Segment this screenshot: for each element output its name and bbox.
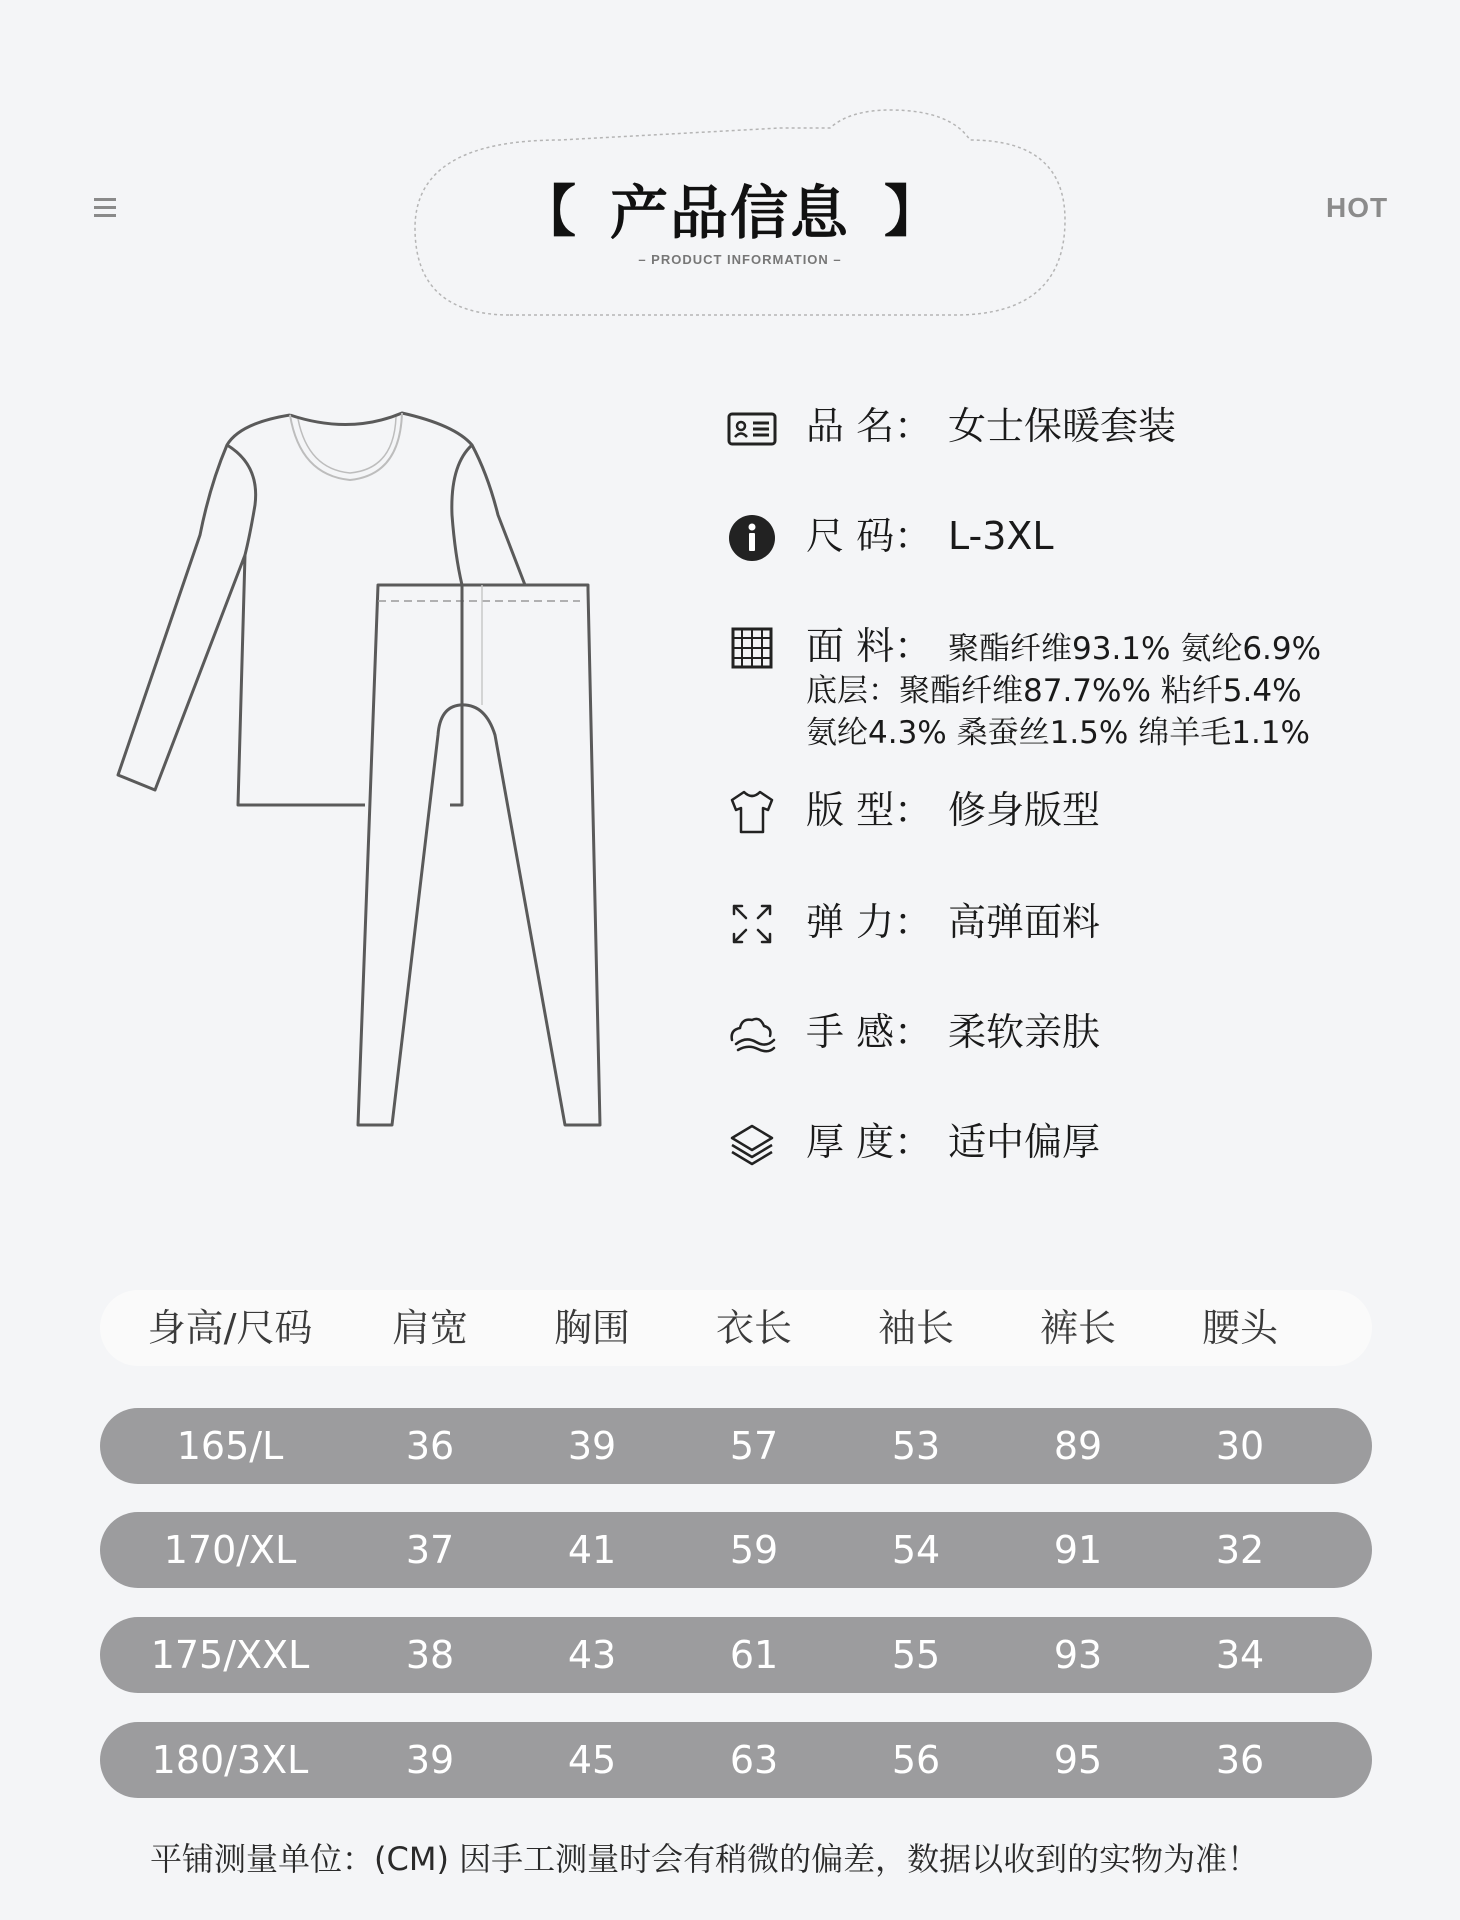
- elasticity-value: 高弹面料: [948, 900, 1101, 944]
- info-row-name: [726, 402, 1176, 454]
- header-sleeve: 袖长: [877, 1306, 954, 1350]
- table-row: [100, 1408, 1372, 1484]
- cell-waist: 34: [1215, 1633, 1265, 1677]
- cell-waist: 30: [1215, 1424, 1265, 1468]
- table-row: [100, 1512, 1372, 1588]
- info-row-fit: [726, 786, 1100, 838]
- size-table-header: [100, 1290, 1372, 1366]
- cell-chest: 39: [567, 1424, 617, 1468]
- soft-touch-icon: [726, 1008, 778, 1060]
- fit-value: 修身版型: [948, 788, 1101, 832]
- thickness-value: 适中偏厚: [948, 1120, 1101, 1164]
- title-bar: [520, 178, 940, 248]
- cell-size: 180/3XL: [151, 1738, 309, 1782]
- fabric-value: 聚酯纤维93.1% 氨纶6.9%: [948, 631, 1322, 667]
- info-row-fabric: [726, 622, 1321, 754]
- cell-shoulder: 37: [405, 1528, 455, 1572]
- cell-length: 63: [729, 1738, 779, 1782]
- thickness-label: 厚 度：: [806, 1120, 933, 1164]
- header-height-size: 身高/尺码: [147, 1306, 313, 1350]
- fabric-line3: 氨纶4.3% 桑蚕丝1.5% 绵羊毛1.1%: [806, 715, 1310, 751]
- fabric-label: 面 料：: [806, 624, 933, 668]
- elasticity-label: 弹 力：: [806, 900, 933, 944]
- measurement-note: 平铺测量单位：(CM) 因手工测量时会有稍微的偏差，数据以收到的实物为准！: [150, 1840, 1260, 1878]
- info-row-size: [726, 512, 1054, 564]
- cell-length: 57: [729, 1424, 779, 1468]
- feel-label: 手 感：: [806, 1010, 933, 1054]
- header-waist: 腰头: [1201, 1306, 1278, 1350]
- name-label: 品 名：: [806, 404, 933, 448]
- tshirt-icon: [726, 786, 778, 838]
- page-title: 产品信息: [609, 179, 850, 247]
- size-label: 尺 码：: [806, 514, 933, 558]
- id-card-icon: [726, 402, 778, 454]
- cell-size: 175/XXL: [150, 1633, 310, 1677]
- cell-chest: 41: [567, 1528, 617, 1572]
- cell-pants-length: 89: [1053, 1424, 1103, 1468]
- cell-waist: 32: [1215, 1528, 1265, 1572]
- layers-icon: [726, 1118, 778, 1170]
- info-circle-icon: [726, 512, 778, 564]
- thermal-set-illustration: [110, 405, 630, 1135]
- cell-length: 59: [729, 1528, 779, 1572]
- cell-sleeve: 54: [891, 1528, 941, 1572]
- cell-chest: 43: [567, 1633, 617, 1677]
- fabric-grid-icon: [726, 622, 778, 674]
- stretch-arrows-icon: [726, 898, 778, 950]
- cell-size: 165/L: [176, 1424, 284, 1468]
- header-shoulder: 肩宽: [391, 1306, 468, 1350]
- cell-chest: 45: [567, 1738, 617, 1782]
- cell-length: 61: [729, 1633, 779, 1677]
- title-left-bracket: 【: [520, 180, 576, 245]
- header-pants-length: 裤长: [1039, 1306, 1116, 1350]
- page-subtitle: – PRODUCT INFORMATION –: [638, 252, 842, 267]
- info-row-elasticity: [726, 898, 1100, 950]
- info-row-thickness: [726, 1118, 1100, 1170]
- hot-label: HOT: [1326, 192, 1389, 223]
- table-row: [100, 1617, 1372, 1693]
- cell-sleeve: 55: [891, 1633, 941, 1677]
- cell-shoulder: 36: [405, 1424, 455, 1468]
- feel-value: 柔软亲肤: [948, 1010, 1101, 1054]
- fit-label: 版 型：: [806, 788, 933, 832]
- table-row: [100, 1722, 1372, 1798]
- title-right-bracket: 】: [883, 180, 940, 245]
- cell-waist: 36: [1215, 1738, 1265, 1782]
- menu-icon[interactable]: [94, 196, 122, 220]
- cell-sleeve: 53: [891, 1424, 941, 1468]
- cell-pants-length: 95: [1053, 1738, 1103, 1782]
- header-chest: 胸围: [553, 1306, 630, 1350]
- name-value: 女士保暖套装: [948, 404, 1177, 448]
- cell-sleeve: 56: [891, 1738, 941, 1782]
- cell-size: 170/XL: [163, 1528, 297, 1572]
- cell-pants-length: 93: [1053, 1633, 1103, 1677]
- cell-pants-length: 91: [1053, 1528, 1103, 1572]
- info-row-feel: [726, 1008, 1100, 1060]
- cell-shoulder: 39: [405, 1738, 455, 1782]
- fabric-line2: 底层：聚酯纤维87.7%% 粘纤5.4%: [806, 673, 1302, 709]
- header-length: 衣长: [715, 1306, 792, 1350]
- cell-shoulder: 38: [405, 1633, 455, 1677]
- size-value: L-3XL: [948, 514, 1054, 558]
